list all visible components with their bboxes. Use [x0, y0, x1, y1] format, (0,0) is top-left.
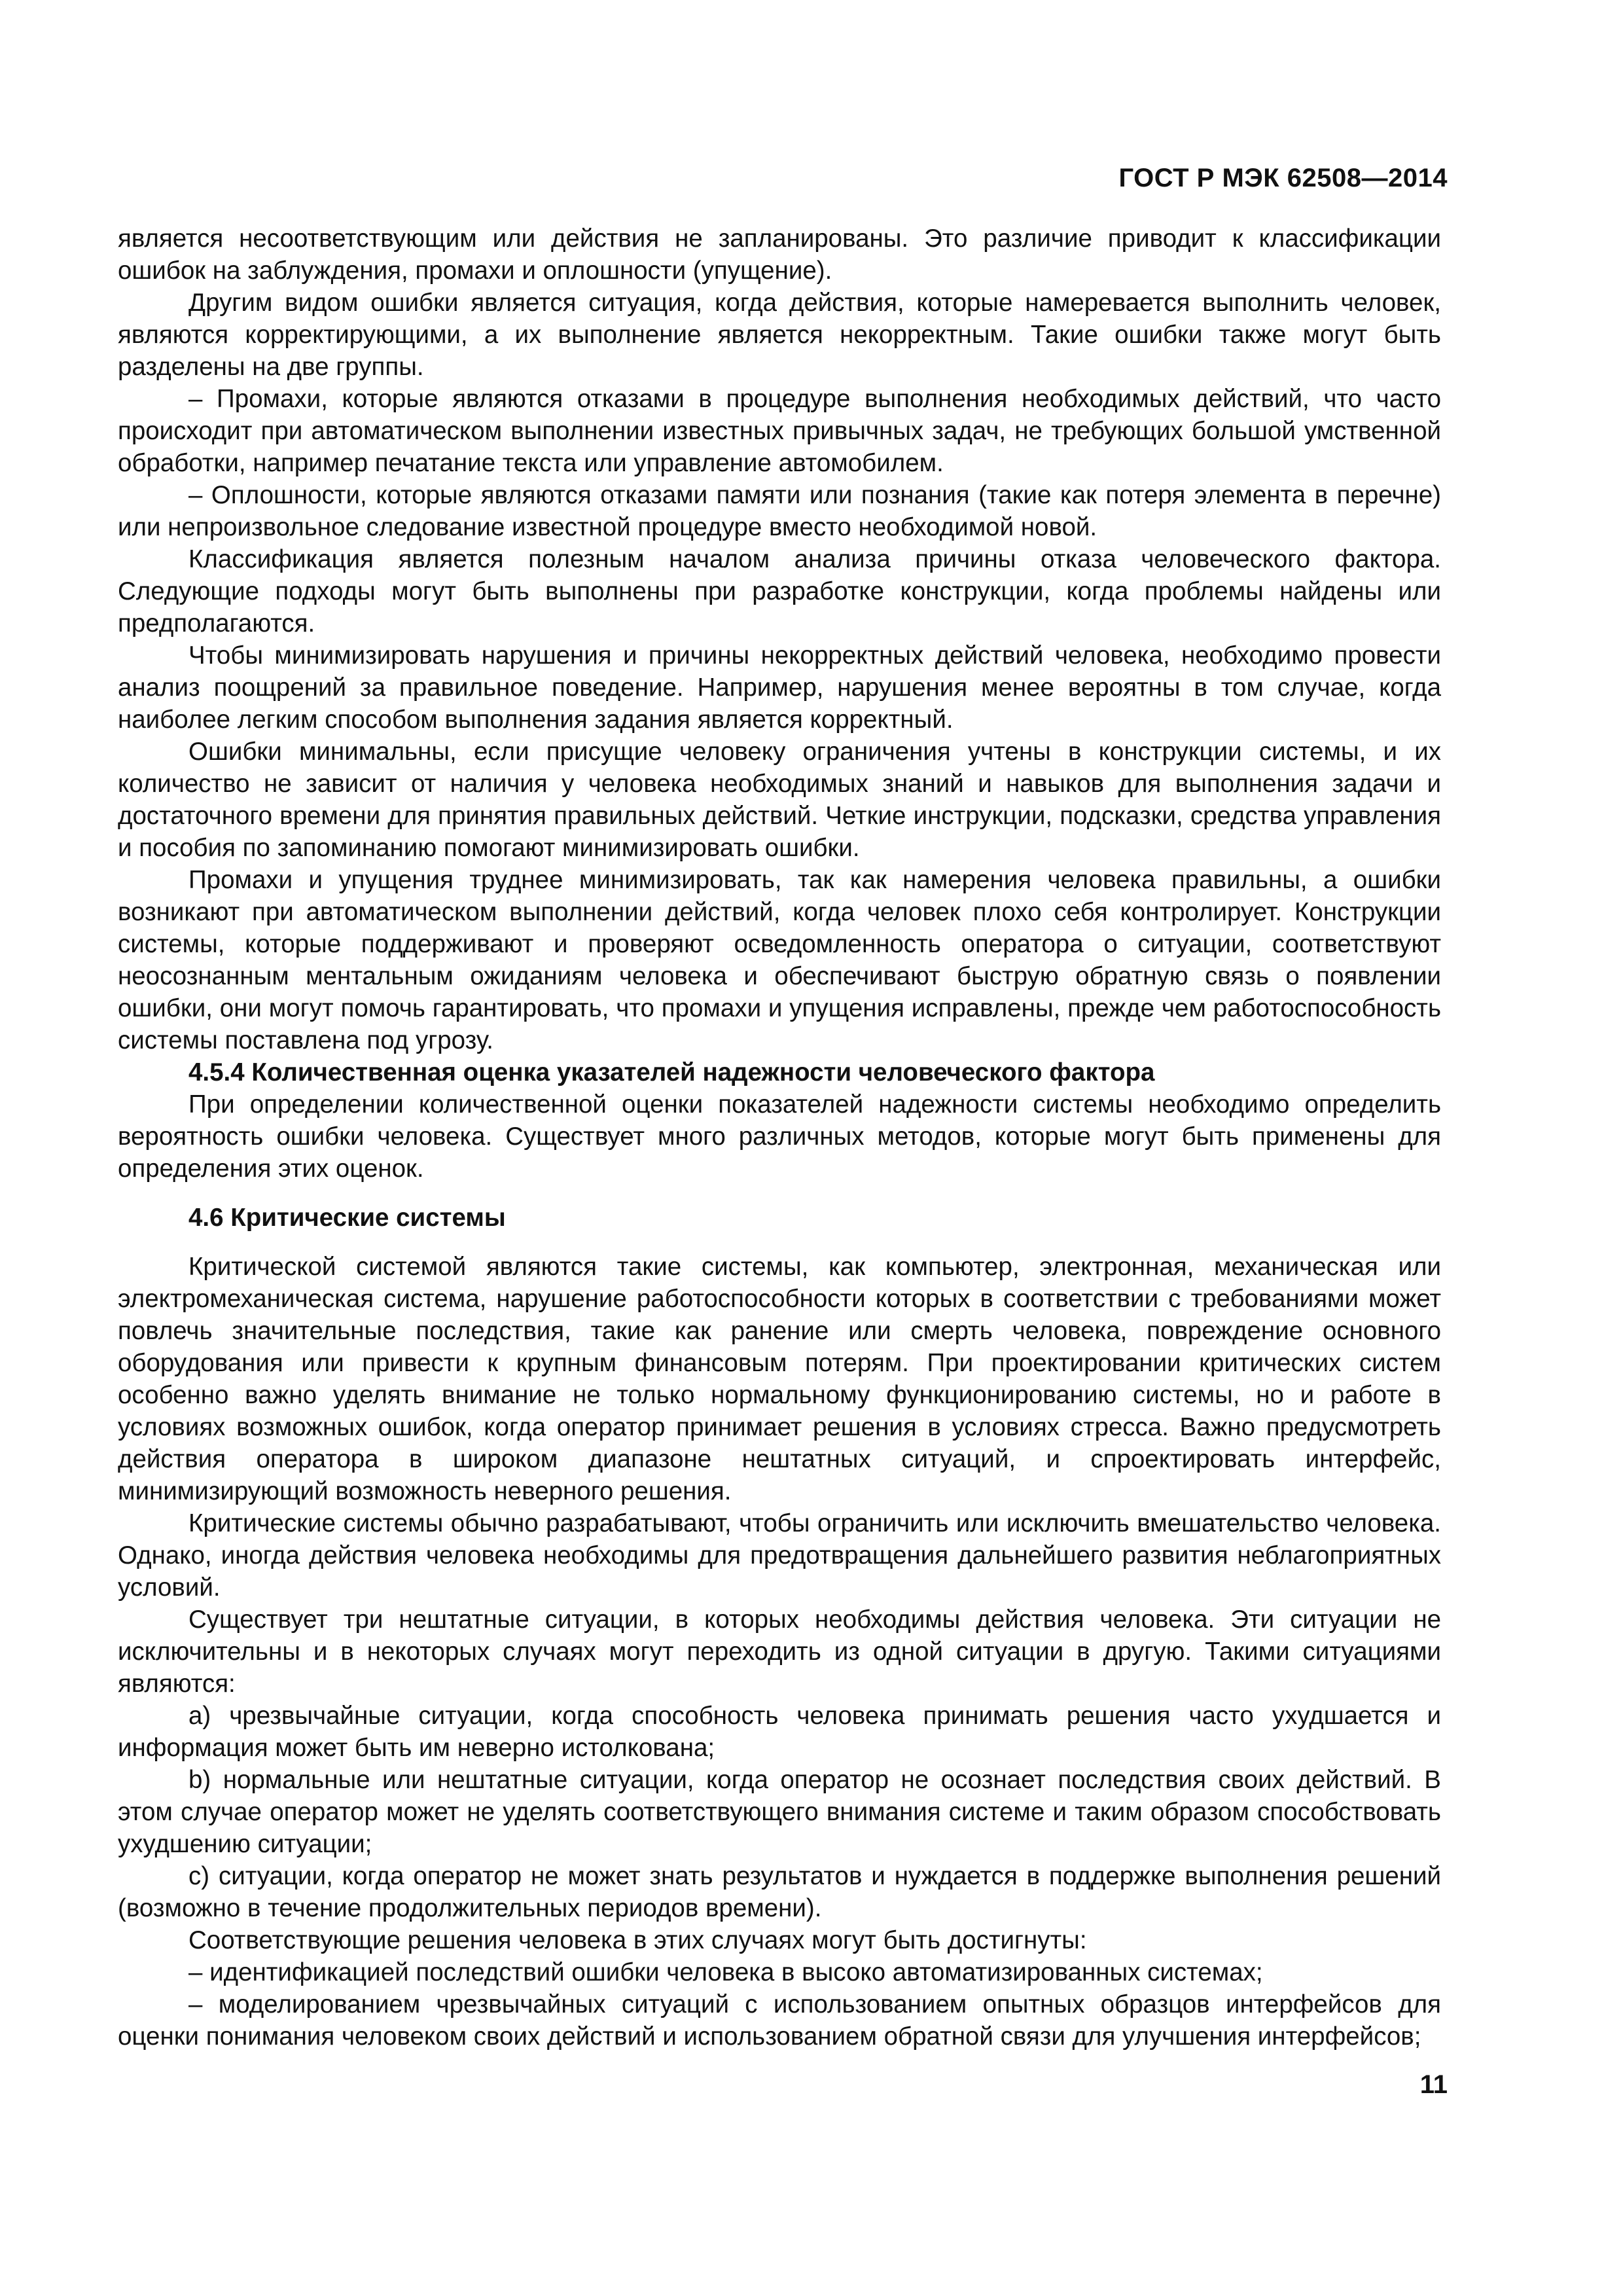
paragraph-continuation: является несоответствующим или действия не запланированы. Это различие приводит к классификации ошибок на заблуждения, промахи и оплошности (упущение). [118, 224, 1441, 285]
list-item-dash: – моделированием чрезвычайных ситуаций с использованием опытных образцов интерфейсов для оценки понимания человеком своих действий и использованием обратной связи для улучшения интерфейсов; [118, 1990, 1441, 2051]
paragraph: Соответствующие решения человека в этих случаях могут быть достигнуты: [188, 1926, 1087, 1954]
page-number: 11 [1419, 2070, 1448, 2099]
body-text [118, 223, 1441, 2053]
list-item-a: a) чрезвычайные ситуации, когда способность человека принимать решения часто ухудшается и информация может быть им неверно истолкована; [118, 1702, 1441, 1762]
standard-header: ГОСТ Р МЭК 62508—2014 [1118, 164, 1448, 192]
paragraph: Промахи и упущения труднее минимизировать, так как намерения человека правильны, а ошибки возникают при автоматическом выполнении действий, когда человек плохо себя контролирует. Конструкции системы, которые поддерживают и проверяют осведомленность оператора о ситуации, соответствуют неосознанным ментальным ожиданиям человека и обеспечивают быструю обратную связь о появлении ошибки, они могут помочь гарантировать, что промахи и упущения исправлены, прежде чем работоспособность системы поставлена под угрозу. [118, 866, 1441, 1054]
list-item-b: b) нормальные или нештатные ситуации, когда оператор не осознает последствия своих действий. В этом случае оператор может не уделять соответствующего внимания системе и таким образом способствовать ухудшению ситуации; [118, 1766, 1441, 1858]
paragraph: При определении количественной оценки показателей надежности системы необходимо определить вероятность ошибки человека. Существует много различных методов, которые могут быть применены для определения этих оценок. [118, 1090, 1441, 1183]
paragraph: Критической системой являются такие системы, как компьютер, электронная, механическая или электромеханическая система, нарушение работоспособности которых в соответствии с требованиями может повлечь значительные последствия, такие как ранение или смерть человека, повреждение основного оборудования или привести к крупным финансовым потерям. При проектировании критических систем особенно важно уделять внимание не только нормальному функционированию системы, но и работе в условиях возможных ошибок, когда оператор принимает решения в условиях стресса. Важно предусмотреть действия оператора в широком диапазоне нештатных ситуаций, и спроектировать интерфейс, минимизирующий возможность неверного решения. [118, 1253, 1441, 1505]
section-heading-4-6: 4.6 Критические системы [188, 1204, 506, 1232]
paragraph: Существует три нештатные ситуации, в которых необходимы действия человека. Эти ситуации не исключительны и в некоторых случаях могут переходить из одной ситуации в другую. Такими ситуациями являются: [118, 1605, 1441, 1698]
paragraph: Чтобы минимизировать нарушения и причины некорректных действий человека, необходимо провести анализ поощрений за правильное поведение. Например, нарушения менее вероятны в том случае, когда наиболее легким способом выполнения задания является корректный. [118, 641, 1441, 734]
list-item-c: c) ситуации, когда оператор не может знать результатов и нуждается в поддержке выполнения решений (возможно в течение продолжительных периодов времени). [118, 1862, 1441, 1922]
paragraph: Другим видом ошибки является ситуация, когда действия, которые намеревается выполнить человек, являются корректирующими, а их выполнение является некорректным. Такие ошибки также могут быть разделены на две группы. [118, 289, 1441, 381]
paragraph: Классификация является полезным началом анализа причины отказа человеческого фактора. Следующие подходы могут быть выполнены при разработке конструкции, когда проблемы найдены или предполагаются. [118, 545, 1441, 637]
list-item-slips: – Промахи, которые являются отказами в процедуре выполнения необходимых действий, что часто происходит при автоматическом выполнении известных привычных задач, не требующих большой умственной обработки, например печатание текста или управление автомобилем. [118, 385, 1441, 477]
list-item-lapses: – Оплошности, которые являются отказами памяти или познания (такие как потеря элемента в перечне) или непроизвольное следование известной процедуре вместо необходимой новой. [118, 481, 1441, 541]
paragraph: Критические системы обычно разрабатывают, чтобы ограничить или исключить вмешательство человека. Однако, иногда действия человека необходимы для предотвращения дальнейшего развития неблагоприятных условий. [118, 1509, 1441, 1602]
subsection-heading-4-5-4: 4.5.4 Количественная оценка указателей надежности человеческого фактора [188, 1058, 1155, 1086]
list-item-dash: – идентификацией последствий ошибки человека в высоко автоматизированных системах; [188, 1958, 1263, 1986]
paragraph: Ошибки минимальны, если присущие человеку ограничения учтены в конструкции системы, и их количество не зависит от наличия у человека необходимых знаний и навыков для выполнения задачи и достаточного времени для принятия правильных действий. Четкие инструкции, подсказки, средства управления и пособия по запоминанию помогают минимизировать ошибки. [118, 738, 1441, 862]
